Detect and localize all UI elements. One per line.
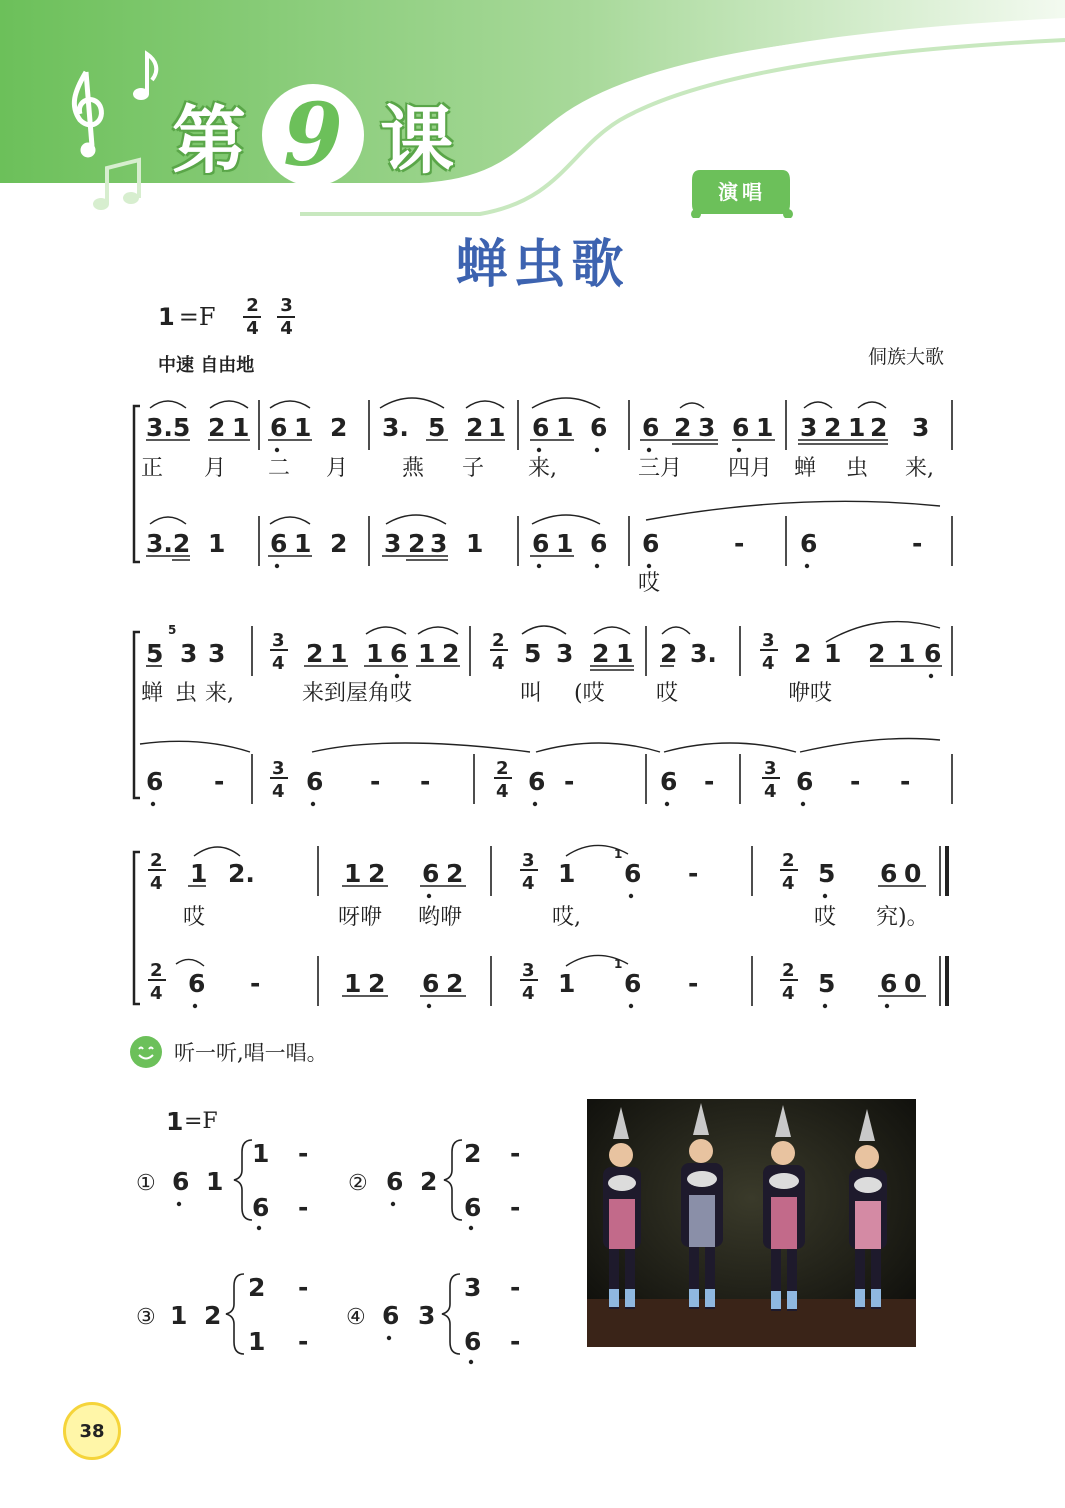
song-title: 蝉虫歌 bbox=[455, 235, 630, 295]
svg-text:6: 6 bbox=[924, 639, 942, 668]
song-source: 侗族大歌 bbox=[868, 346, 945, 368]
time-sig-1-top: 2 bbox=[246, 295, 259, 316]
svg-text:1: 1 bbox=[190, 859, 208, 888]
svg-text:1: 1 bbox=[206, 1167, 224, 1196]
svg-text:1: 1 bbox=[248, 1327, 266, 1356]
svg-text:4: 4 bbox=[492, 653, 505, 674]
svg-text:2: 2 bbox=[782, 850, 795, 871]
svg-text:1: 1 bbox=[488, 413, 506, 442]
svg-text:6: 6 bbox=[732, 413, 750, 442]
svg-text:-: - bbox=[688, 969, 699, 998]
svg-text:子: 子 bbox=[462, 456, 485, 481]
key-equals: =F bbox=[178, 303, 216, 331]
svg-text:2: 2 bbox=[464, 1139, 482, 1168]
key-number: 1 bbox=[158, 303, 175, 331]
svg-text:-: - bbox=[510, 1273, 521, 1302]
svg-text:1: 1 bbox=[558, 969, 576, 998]
svg-text:-: - bbox=[298, 1327, 309, 1356]
svg-text:正: 正 bbox=[141, 456, 164, 481]
svg-text:1: 1 bbox=[616, 639, 634, 668]
svg-text:-: - bbox=[214, 767, 225, 796]
svg-text:2: 2 bbox=[592, 639, 610, 668]
svg-text:2: 2 bbox=[824, 413, 842, 442]
svg-text:3: 3 bbox=[912, 413, 930, 442]
svg-text:6: 6 bbox=[642, 413, 660, 442]
svg-text:4: 4 bbox=[764, 781, 777, 802]
svg-text:-: - bbox=[510, 1139, 521, 1168]
svg-text:6: 6 bbox=[422, 859, 440, 888]
svg-text:3: 3 bbox=[208, 639, 226, 668]
svg-text:6: 6 bbox=[660, 767, 678, 796]
svg-text:6: 6 bbox=[624, 859, 642, 888]
svg-text:蝉: 蝉 bbox=[141, 681, 164, 706]
svg-text:-: - bbox=[510, 1193, 521, 1222]
svg-text:2: 2 bbox=[150, 960, 163, 981]
svg-text:6: 6 bbox=[390, 639, 408, 668]
svg-text:6: 6 bbox=[590, 529, 608, 558]
svg-text:④: ④ bbox=[346, 1305, 366, 1330]
svg-text:4: 4 bbox=[272, 653, 285, 674]
svg-text:1: 1 bbox=[232, 413, 250, 442]
svg-text:3: 3 bbox=[272, 758, 285, 779]
svg-text:究)。: 究)。 bbox=[876, 905, 929, 930]
svg-text:6: 6 bbox=[172, 1167, 190, 1196]
svg-text:月: 月 bbox=[204, 456, 227, 481]
instruction-text: 听一听,唱一唱。 bbox=[174, 1041, 328, 1065]
svg-text:3: 3 bbox=[762, 630, 775, 651]
svg-text:6: 6 bbox=[270, 413, 288, 442]
svg-text:5: 5 bbox=[168, 623, 177, 637]
svg-text:2: 2 bbox=[794, 639, 812, 668]
exercise-item bbox=[346, 1273, 520, 1364]
svg-text:2: 2 bbox=[150, 850, 163, 871]
svg-text:1: 1 bbox=[558, 859, 576, 888]
svg-text:6: 6 bbox=[306, 767, 324, 796]
lesson-number: 9 bbox=[262, 84, 364, 186]
svg-text:来,: 来, bbox=[905, 456, 934, 481]
svg-text:-: - bbox=[688, 859, 699, 888]
svg-text:1: 1 bbox=[294, 413, 312, 442]
svg-text:1: 1 bbox=[756, 413, 774, 442]
svg-text:5: 5 bbox=[818, 969, 836, 998]
svg-text:3: 3 bbox=[418, 1301, 436, 1330]
svg-text:2: 2 bbox=[492, 630, 505, 651]
svg-text:6: 6 bbox=[532, 529, 550, 558]
svg-text:2: 2 bbox=[208, 413, 226, 442]
svg-text:4: 4 bbox=[272, 781, 285, 802]
svg-text:0: 0 bbox=[904, 859, 922, 888]
svg-text:2: 2 bbox=[446, 969, 464, 998]
time-sig-1-bottom: 4 bbox=[246, 318, 259, 339]
svg-text:3: 3 bbox=[698, 413, 716, 442]
svg-text:3.: 3. bbox=[382, 413, 409, 442]
svg-text:2: 2 bbox=[368, 969, 386, 998]
svg-text:咿哎: 咿哎 bbox=[788, 681, 833, 706]
svg-text:6: 6 bbox=[146, 767, 164, 796]
svg-text:6: 6 bbox=[590, 413, 608, 442]
svg-text:-: - bbox=[510, 1327, 521, 1356]
svg-text:2: 2 bbox=[248, 1273, 266, 1302]
svg-text:3: 3 bbox=[384, 529, 402, 558]
svg-text:-: - bbox=[298, 1139, 309, 1168]
svg-text:5: 5 bbox=[818, 859, 836, 888]
svg-text:3: 3 bbox=[522, 850, 535, 871]
svg-text:月: 月 bbox=[326, 456, 349, 481]
svg-text:3: 3 bbox=[272, 630, 285, 651]
tempo-marking: 中速 自由地 bbox=[158, 355, 255, 376]
svg-text:3: 3 bbox=[430, 529, 448, 558]
svg-text:6: 6 bbox=[386, 1167, 404, 1196]
svg-text:2: 2 bbox=[782, 960, 795, 981]
svg-text:3.5: 3.5 bbox=[146, 413, 191, 442]
svg-text:哎: 哎 bbox=[638, 571, 661, 596]
svg-text:-: - bbox=[298, 1273, 309, 1302]
svg-text:1: 1 bbox=[252, 1139, 270, 1168]
svg-text:6: 6 bbox=[188, 969, 206, 998]
svg-text:2: 2 bbox=[330, 529, 348, 558]
page-number: 38 bbox=[63, 1402, 121, 1460]
svg-text:1: 1 bbox=[344, 859, 362, 888]
svg-text:燕: 燕 bbox=[402, 456, 425, 481]
exercise-key-eq: =F bbox=[184, 1109, 218, 1134]
svg-text:6: 6 bbox=[796, 767, 814, 796]
svg-text:-: - bbox=[912, 529, 923, 558]
svg-text:6: 6 bbox=[270, 529, 288, 558]
svg-text:2: 2 bbox=[674, 413, 692, 442]
svg-text:2: 2 bbox=[330, 413, 348, 442]
svg-text:3.: 3. bbox=[690, 639, 717, 668]
svg-text:4: 4 bbox=[496, 781, 509, 802]
svg-text:1: 1 bbox=[614, 847, 623, 861]
svg-text:5: 5 bbox=[428, 413, 446, 442]
exercise-item bbox=[136, 1139, 308, 1230]
svg-text:6: 6 bbox=[528, 767, 546, 796]
svg-text:-: - bbox=[900, 767, 911, 796]
svg-text:6: 6 bbox=[624, 969, 642, 998]
svg-text:-: - bbox=[564, 767, 575, 796]
svg-text:2: 2 bbox=[408, 529, 426, 558]
svg-text:2: 2 bbox=[446, 859, 464, 888]
svg-text:6: 6 bbox=[422, 969, 440, 998]
svg-text:-: - bbox=[298, 1193, 309, 1222]
svg-text:1: 1 bbox=[366, 639, 384, 668]
svg-text:-: - bbox=[420, 767, 431, 796]
svg-text:2: 2 bbox=[442, 639, 460, 668]
svg-text:2: 2 bbox=[306, 639, 324, 668]
time-sig-2-top: 3 bbox=[280, 295, 293, 316]
svg-text:6: 6 bbox=[252, 1193, 270, 1222]
svg-text:5: 5 bbox=[146, 639, 164, 668]
svg-text:2: 2 bbox=[204, 1301, 222, 1330]
svg-text:3: 3 bbox=[522, 960, 535, 981]
svg-text:2: 2 bbox=[660, 639, 678, 668]
svg-text:4: 4 bbox=[522, 983, 535, 1004]
svg-text:1: 1 bbox=[824, 639, 842, 668]
exercise-key: 1 bbox=[166, 1107, 184, 1136]
svg-text:哎: 哎 bbox=[656, 681, 679, 706]
svg-text:3: 3 bbox=[800, 413, 818, 442]
svg-text:3: 3 bbox=[764, 758, 777, 779]
svg-text:4: 4 bbox=[522, 873, 535, 894]
svg-text:3: 3 bbox=[180, 639, 198, 668]
svg-text:-: - bbox=[734, 529, 745, 558]
svg-text:0: 0 bbox=[904, 969, 922, 998]
svg-text:①: ① bbox=[136, 1171, 156, 1196]
svg-text:4: 4 bbox=[150, 873, 163, 894]
exercise-item bbox=[136, 1273, 308, 1356]
svg-text:四月: 四月 bbox=[728, 456, 773, 481]
svg-text:2: 2 bbox=[368, 859, 386, 888]
svg-text:虫: 虫 bbox=[175, 681, 198, 706]
svg-text:1: 1 bbox=[418, 639, 436, 668]
svg-text:虫: 虫 bbox=[846, 456, 869, 481]
svg-text:4: 4 bbox=[782, 873, 795, 894]
svg-text:哎: 哎 bbox=[814, 905, 837, 930]
svg-text:-: - bbox=[704, 767, 715, 796]
lesson-suffix: 课 bbox=[380, 98, 454, 184]
svg-text:来,: 来, bbox=[528, 456, 557, 481]
time-sig-2-bottom: 4 bbox=[280, 318, 293, 339]
svg-text:4: 4 bbox=[762, 653, 775, 674]
lesson-prefix: 第 bbox=[172, 98, 246, 184]
svg-text:②: ② bbox=[348, 1171, 368, 1196]
svg-text:呀咿: 呀咿 bbox=[338, 905, 383, 930]
svg-text:叫: 叫 bbox=[520, 681, 543, 706]
svg-text:6: 6 bbox=[880, 859, 898, 888]
svg-text:1: 1 bbox=[556, 413, 574, 442]
svg-text:1: 1 bbox=[330, 639, 348, 668]
svg-text:来,: 来, bbox=[205, 681, 234, 706]
svg-text:6: 6 bbox=[464, 1327, 482, 1356]
svg-text:6: 6 bbox=[800, 529, 818, 558]
svg-text:6: 6 bbox=[642, 529, 660, 558]
svg-text:1: 1 bbox=[848, 413, 866, 442]
svg-text:1: 1 bbox=[466, 529, 484, 558]
svg-text:哎,: 哎, bbox=[552, 905, 581, 930]
svg-text:4: 4 bbox=[782, 983, 795, 1004]
svg-text:3.2: 3.2 bbox=[146, 529, 191, 558]
svg-text:6: 6 bbox=[382, 1301, 400, 1330]
svg-text:2: 2 bbox=[466, 413, 484, 442]
svg-text:3: 3 bbox=[556, 639, 574, 668]
svg-text:2.: 2. bbox=[228, 859, 255, 888]
svg-text:三月: 三月 bbox=[638, 456, 683, 481]
svg-text:-: - bbox=[370, 767, 381, 796]
exercise-item bbox=[348, 1139, 520, 1230]
svg-text:蝉: 蝉 bbox=[794, 456, 817, 481]
svg-text:1: 1 bbox=[208, 529, 226, 558]
svg-text:2: 2 bbox=[868, 639, 886, 668]
svg-text:哎: 哎 bbox=[183, 905, 206, 930]
svg-text:1: 1 bbox=[344, 969, 362, 998]
svg-text:2: 2 bbox=[420, 1167, 438, 1196]
svg-text:(哎: (哎 bbox=[574, 681, 605, 706]
svg-text:5: 5 bbox=[524, 639, 542, 668]
svg-text:2: 2 bbox=[496, 758, 509, 779]
svg-text:4: 4 bbox=[150, 983, 163, 1004]
svg-text:来到屋角哎: 来到屋角哎 bbox=[302, 681, 413, 706]
svg-text:二: 二 bbox=[268, 456, 291, 481]
svg-text:-: - bbox=[250, 969, 261, 998]
svg-text:3: 3 bbox=[464, 1273, 482, 1302]
svg-text:哟咿: 哟咿 bbox=[418, 905, 463, 930]
dong-singers-photo bbox=[587, 1099, 916, 1347]
svg-text:1: 1 bbox=[898, 639, 916, 668]
svg-text:6: 6 bbox=[532, 413, 550, 442]
svg-text:6: 6 bbox=[464, 1193, 482, 1222]
svg-text:1: 1 bbox=[614, 957, 623, 971]
svg-text:1: 1 bbox=[170, 1301, 188, 1330]
svg-text:1: 1 bbox=[294, 529, 312, 558]
svg-text:2: 2 bbox=[870, 413, 888, 442]
badge-label: 演唱 bbox=[718, 180, 766, 204]
svg-text:-: - bbox=[850, 767, 861, 796]
svg-text:6: 6 bbox=[880, 969, 898, 998]
svg-text:③: ③ bbox=[136, 1305, 156, 1330]
svg-text:1: 1 bbox=[556, 529, 574, 558]
